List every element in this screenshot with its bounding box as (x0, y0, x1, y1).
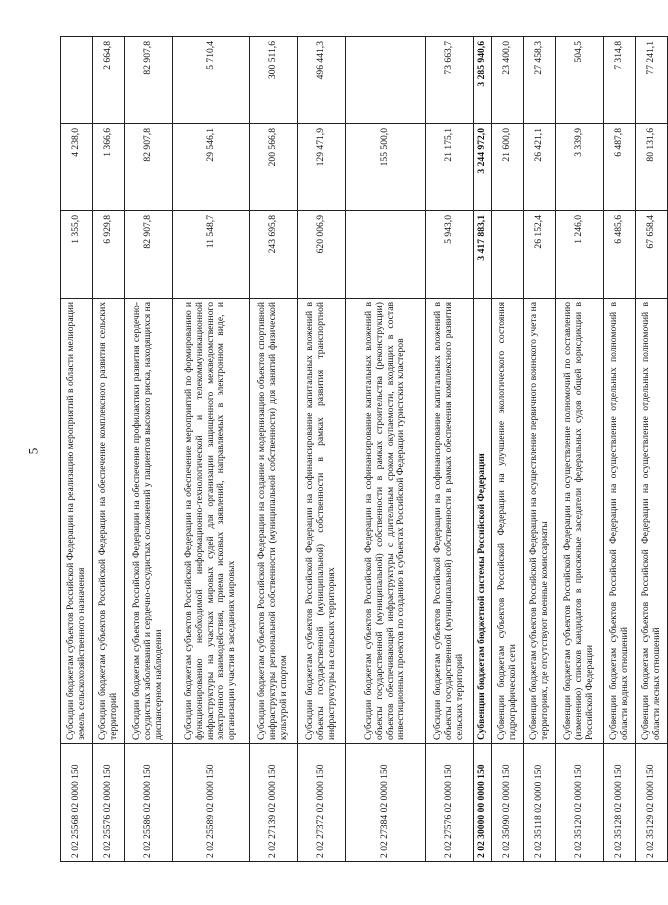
row-code: 2 02 25586 02 0000 150 (125, 744, 173, 862)
row-value-2: 21 600,0 (492, 124, 524, 211)
row-value-3: 23 400,0 (492, 37, 524, 124)
row-description: Субсидии бюджетам субъектов Российской Федерации на софинансирование капитальных вложений в объекты государственной (муниципальной) собственности в рамках обеспечения комплексного развития сельских территорий (426, 299, 474, 744)
row-value-1: 26 152,4 (524, 211, 556, 299)
page-number: 5 (25, 447, 41, 455)
row-value-1: 82 907,8 (125, 211, 173, 299)
row-value-2: 1 366,6 (93, 124, 125, 211)
row-value-3 (61, 37, 93, 124)
row-value-2: 26 421,1 (524, 124, 556, 211)
row-description: Субсидии бюджетам субъектов Российской Федерации на софинансирование капитальных вложений в объекты государственной (муниципальной) собственности в рамках строительства (реконструкции) объектов обеспечивающей инфраструктуры с длительным сроком окупаемости, входящих в состав инвестиционных проектов по созданию в субъектах Российской Федерации туристских кластеров (346, 299, 426, 744)
row-value-2: 80 131,6 (636, 124, 668, 211)
row-code: 2 02 25576 02 0000 150 (93, 744, 125, 862)
row-code: 2 02 35090 02 0000 150 (492, 744, 524, 862)
row-value-2: 29 546,1 (173, 124, 250, 211)
row-value-3 (346, 37, 426, 124)
row-value-2: 3 244 972,0 (474, 124, 492, 211)
row-value-1: 620 006,9 (298, 211, 346, 299)
table-row (636, 37, 668, 862)
row-description: Субсидии бюджетам субъектов Российской Федерации на софинансирование капитальных вложений в объекты государственной (муниципальной) собственности в рамках развития транспортной инфраструктуры на сельских территориях (298, 299, 346, 744)
table-row (173, 37, 250, 862)
row-value-1: 1 246,0 (556, 211, 604, 299)
row-value-3: 504,5 (556, 37, 604, 124)
table-row (426, 37, 474, 862)
row-description: Субсидии бюджетам субъектов Российской Федерации на обеспечение профилактики развития сердечно-сосудистых заболеваний и сердечно-сосудистых осложнений у пациентов высокого риска, находящихся на диспансерном наблюдении (125, 299, 173, 744)
row-value-3: 7 314,8 (604, 37, 636, 124)
table-row (604, 37, 636, 862)
row-value-1: 11 548,7 (173, 211, 250, 299)
row-description: Субвенции бюджетам бюджетной системы Российской Федерации (474, 299, 492, 744)
row-description: Субвенции бюджетам субъектов Российской Федерации на осуществление отдельных полномочий в области лесных отношений (636, 299, 668, 744)
table-row (524, 37, 556, 862)
row-description: Субвенции бюджетам субъектов Российской Федерации на осуществление полномочий по составлению (изменению) списков кандидатов в присяжные заседатели федеральных судов общей юрисдикции в Российской Федерации (556, 299, 604, 744)
row-code: 2 02 27576 02 0000 150 (426, 744, 474, 862)
row-code: 2 02 27384 02 0000 150 (346, 744, 426, 862)
row-description: Субсидии бюджетам субъектов Российской Федерации на реализацию мероприятий в области мелиорации земель сельскохозяйственного назначения (61, 299, 93, 744)
row-code: 2 02 27139 02 0000 150 (250, 744, 298, 862)
row-code: 2 02 35128 02 0000 150 (604, 744, 636, 862)
row-description: Субвенции бюджетам субъектов Российской Федерации на осуществление отдельных полномочий в области водных отношений (604, 299, 636, 744)
row-code: 2 02 25568 02 0000 150 (61, 744, 93, 862)
row-value-1: 6 485,6 (604, 211, 636, 299)
table-row (250, 37, 298, 862)
row-value-3: 5 710,4 (173, 37, 250, 124)
row-value-3: 496 441,3 (298, 37, 346, 124)
table-row (346, 37, 426, 862)
row-value-3: 77 241,1 (636, 37, 668, 124)
row-code: 2 02 35118 02 0000 150 (524, 744, 556, 862)
row-value-1: 243 695,8 (250, 211, 298, 299)
row-value-2: 129 471,9 (298, 124, 346, 211)
row-value-1: 6 929,8 (93, 211, 125, 299)
row-value-1: 67 658,4 (636, 211, 668, 299)
row-description: Субсидии бюджетам субъектов Российской Федерации на обеспечение мероприятий по формированию и функционированию необходимой информационно-технологической и телекоммуникационной инфраструктуры на участках мировых судей для организации защищенного межведомственного электронного взаимодействия, приема исковых заявлений, направляемых в электронном виде, и организации участия в заседаниях мировых (173, 299, 250, 744)
row-value-3: 27 458,3 (524, 37, 556, 124)
row-description: Субсидии бюджетам субъектов Российской Федерации на создание и модернизацию объектов спортивной инфраструктуры региональной собственности (муниципальной собственности) для занятий физической культурой и спортом (250, 299, 298, 744)
row-value-2: 200 566,8 (250, 124, 298, 211)
row-value-3: 73 663,7 (426, 37, 474, 124)
row-value-1 (346, 211, 426, 299)
row-value-1: 3 417 883,1 (474, 211, 492, 299)
row-code: 2 02 35120 02 0000 150 (556, 744, 604, 862)
row-value-2: 3 339,9 (556, 124, 604, 211)
row-value-1: 5 943,0 (426, 211, 474, 299)
row-code: 2 02 35129 02 0000 150 (636, 744, 668, 862)
row-value-1 (492, 211, 524, 299)
table-row (492, 37, 524, 862)
row-code: 2 02 30000 00 0000 150 (474, 744, 492, 862)
row-code: 2 02 25589 02 0000 150 (173, 744, 250, 862)
table-row (556, 37, 604, 862)
row-value-2: 155 500,0 (346, 124, 426, 211)
row-value-3: 82 907,8 (125, 37, 173, 124)
table-row (61, 37, 93, 862)
table-row (298, 37, 346, 862)
row-value-3: 3 285 940,6 (474, 37, 492, 124)
table-row (125, 37, 173, 862)
row-description: Субвенции бюджетам субъектов Российской Федерации на осуществление первичного воинского учета на территориях, где отсутствуют военные комиссариаты (524, 299, 556, 744)
row-value-3: 300 511,6 (250, 37, 298, 124)
row-description: Субвенции бюджетам субъектов Российской Федерации на улучшение экологического состояния гидрографической сети (492, 299, 524, 744)
row-value-2: 21 175,1 (426, 124, 474, 211)
row-value-2: 6 487,8 (604, 124, 636, 211)
rotated-table-container (60, 37, 668, 862)
table-row (93, 37, 125, 862)
row-value-1: 1 355,0 (61, 211, 93, 299)
table-row-total (474, 37, 492, 862)
budget-table (60, 36, 668, 862)
row-code: 2 02 27372 02 0000 150 (298, 744, 346, 862)
row-value-2: 4 238,0 (61, 124, 93, 211)
row-value-2: 82 907,8 (125, 124, 173, 211)
row-description: Субсидии бюджетам субъектов Российской Федерации на обеспечение комплексного развития сельских территорий (93, 299, 125, 744)
row-value-3: 2 664,8 (93, 37, 125, 124)
